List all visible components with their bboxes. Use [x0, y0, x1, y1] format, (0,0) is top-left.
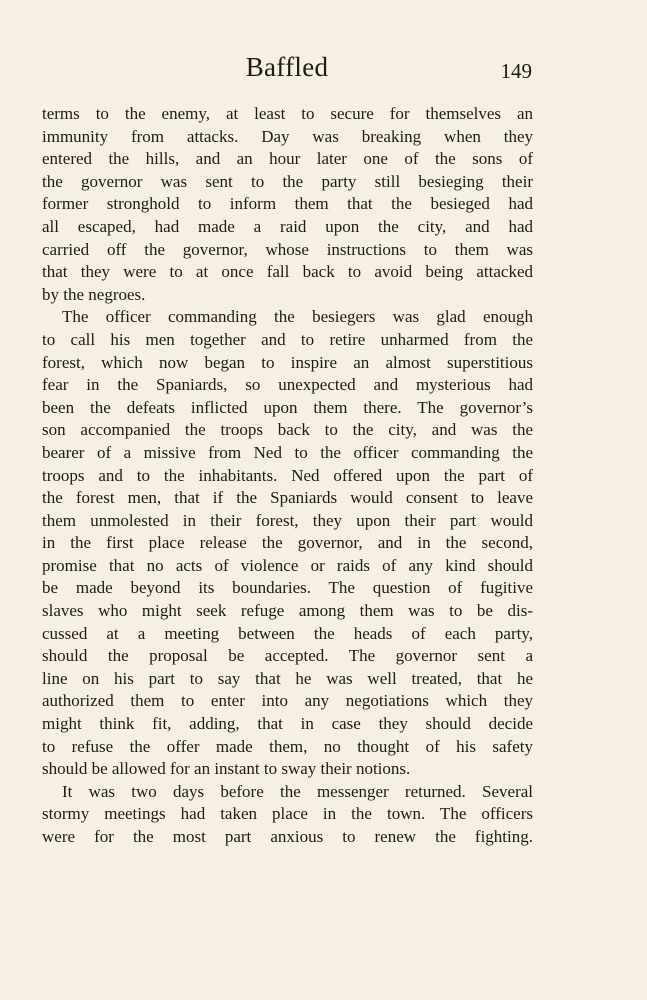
text-line: slaves who might seek refuge among them was to be dis- [42, 601, 533, 621]
text-line: former stronghold to inform them that the besieged had [42, 194, 533, 214]
text-line: entered the hills, and an hour later one of the sons of [42, 149, 533, 169]
paragraph-start-line: It was two days before the messenger returned. Several [62, 781, 533, 801]
text-line: by the negroes. [42, 284, 146, 304]
text-line: in the first place release the governor, and in the second, [42, 533, 533, 553]
text-line: promise that no acts of violence or raids of any kind should [42, 555, 533, 575]
text-line: forest, which now began to inspire an almost superstitious [42, 352, 533, 372]
text-line: to refuse the offer made them, no thought of his safety [42, 736, 533, 756]
running-title: Baffled [245, 52, 329, 82]
text-line: fear in the Spaniards, so unexpected and mysterious had [42, 375, 533, 395]
body-text [42, 103, 533, 849]
text-line: stormy meetings had taken place in the town. The officers [42, 804, 533, 824]
text-line: troops and to the inhabitants. Ned offered upon the part of [42, 465, 533, 485]
text-line: that they were to at once fall back to avoid being attacked [42, 262, 533, 282]
text-line: them unmolested in their forest, they upon their part would [42, 510, 533, 530]
text-line: bearer of a missive from Ned to the officer commanding the [42, 442, 533, 462]
text-line: son accompanied the troops back to the city, and was the [42, 420, 533, 440]
text-line: might think fit, adding, that in case they should decide [42, 714, 533, 734]
paragraph-start-line: The officer commanding the besiegers was glad enough [62, 307, 533, 327]
text-line: authorized them to enter into any negotiations which they [42, 691, 533, 711]
text-line: been the defeats inflicted upon them there. The governor’s [42, 397, 533, 417]
text-line: were for the most part anxious to renew the fighting. [42, 827, 533, 846]
text-line: carried off the governor, whose instructions to them was [42, 239, 533, 259]
page-number: 149 [500, 59, 532, 83]
text-line: should the proposal be accepted. The governor sent a [42, 646, 533, 666]
text-line: terms to the enemy, at least to secure for themselves an [42, 104, 533, 123]
text-line: line on his part to say that he was well treated, that he [42, 668, 533, 688]
text-line: should be allowed for an instant to sway their notions. [42, 759, 411, 779]
text-line: cussed at a meeting between the heads of each party, [42, 623, 533, 643]
text-line: all escaped, had made a raid upon the city, and had [42, 216, 533, 236]
text-line: the forest men, that if the Spaniards would consent to leave [42, 488, 533, 508]
text-line: the governor was sent to the party still besieging their [42, 171, 533, 191]
text-line: be made beyond its boundaries. The question of fugitive [42, 578, 533, 598]
page-header [42, 52, 532, 92]
text-line: immunity from attacks. Day was breaking when they [42, 126, 533, 146]
text-line: to call his men together and to retire unharmed from the [42, 329, 533, 349]
